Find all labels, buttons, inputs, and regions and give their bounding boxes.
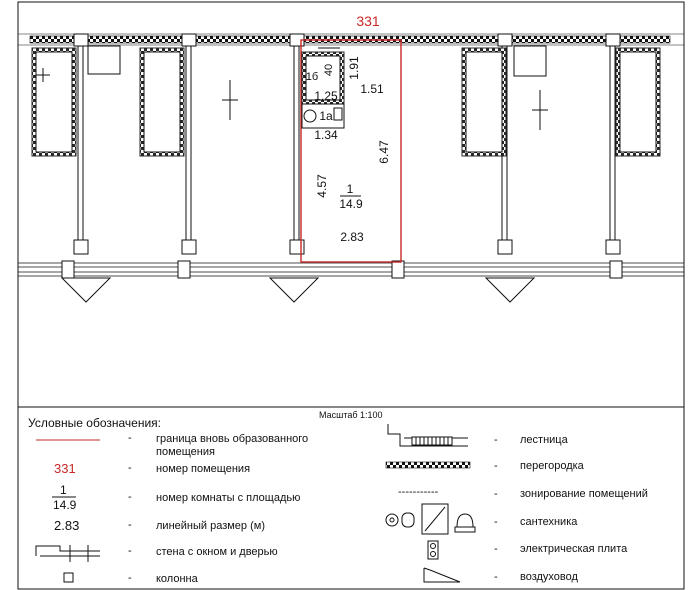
legend-label-boundary: граница вновь образованного помещения — [156, 433, 309, 458]
window-wall — [18, 263, 684, 276]
legend-stove-symbol — [428, 541, 438, 559]
dim-283: 2.83 — [340, 230, 364, 244]
sheet-frame — [18, 2, 684, 589]
legend-symbol-room-num: 1 — [60, 483, 67, 497]
legend-symbol-room-number: 331 — [54, 461, 76, 476]
legend-dash: - — [128, 545, 132, 557]
legend-wall-symbol — [36, 545, 100, 562]
legend-dash: - — [128, 519, 132, 531]
room-number-331: 331 — [356, 13, 380, 29]
legend-dash: - — [494, 488, 498, 500]
legend-label-partition: перегородка — [520, 460, 584, 472]
room-1-area: 14.9 — [339, 197, 363, 211]
legend-dash: - — [494, 516, 498, 528]
room-1a-label: 1а — [319, 109, 333, 123]
legend-label-column: колонна — [156, 573, 198, 585]
legend-scale: Масштаб 1:100 — [319, 410, 383, 420]
dim-125: 1.25 — [314, 89, 338, 103]
legend-label-stove: электрическая плита — [520, 543, 628, 555]
legend-symbol-room-area: 14.9 — [53, 498, 77, 512]
legend-label-wall: стена с окном и дверью — [156, 546, 278, 558]
dim-457: 4.57 — [315, 174, 329, 198]
legend-sanitary-symbol — [386, 504, 475, 534]
dim-191: 1.91 — [347, 56, 361, 80]
legend-stair-symbol — [388, 424, 468, 446]
left-wet-cells — [32, 46, 238, 156]
dim-151: 1.51 — [360, 82, 384, 96]
room-1b-label: 1б — [305, 71, 319, 83]
legend-label-duct: воздуховод — [520, 571, 578, 583]
legend-label-stair: лестница — [520, 434, 568, 446]
wall-columns — [62, 261, 622, 278]
legend-dash: - — [494, 543, 498, 555]
dim-40: 40 — [323, 63, 335, 77]
dim-134: 1.34 — [314, 128, 338, 142]
dim-647: 6.47 — [377, 140, 391, 164]
legend-dash: - — [128, 572, 132, 584]
legend-dash: - — [128, 462, 132, 474]
legend-symbol-dimension: 2.83 — [54, 518, 80, 533]
legend-label-room-area: номер комнаты с площадью — [156, 492, 301, 504]
legend-label-room-number: номер помещения — [156, 463, 251, 475]
legend-label-zoning: зонирование помещений — [520, 488, 648, 500]
legend-partition-symbol — [386, 462, 470, 468]
legend-dash: - — [128, 432, 132, 444]
legend-label-dimension: линейный размер (м) — [156, 520, 265, 532]
room-1-number: 1 — [346, 182, 354, 196]
legend-label-sanitary: сантехника — [520, 516, 578, 528]
legend-dash: - — [128, 491, 132, 503]
bay-triangles — [62, 278, 534, 302]
legend-dash: - — [494, 571, 498, 583]
legend-dash: - — [494, 460, 498, 472]
right-wet-cells — [462, 46, 660, 156]
legend-symbol-zoning: ----------- — [398, 486, 439, 498]
legend-duct-symbol — [424, 568, 460, 582]
legend-column-symbol — [64, 573, 73, 582]
legend-title: Условные обозначения: — [28, 416, 161, 430]
legend-dash: - — [494, 434, 498, 446]
